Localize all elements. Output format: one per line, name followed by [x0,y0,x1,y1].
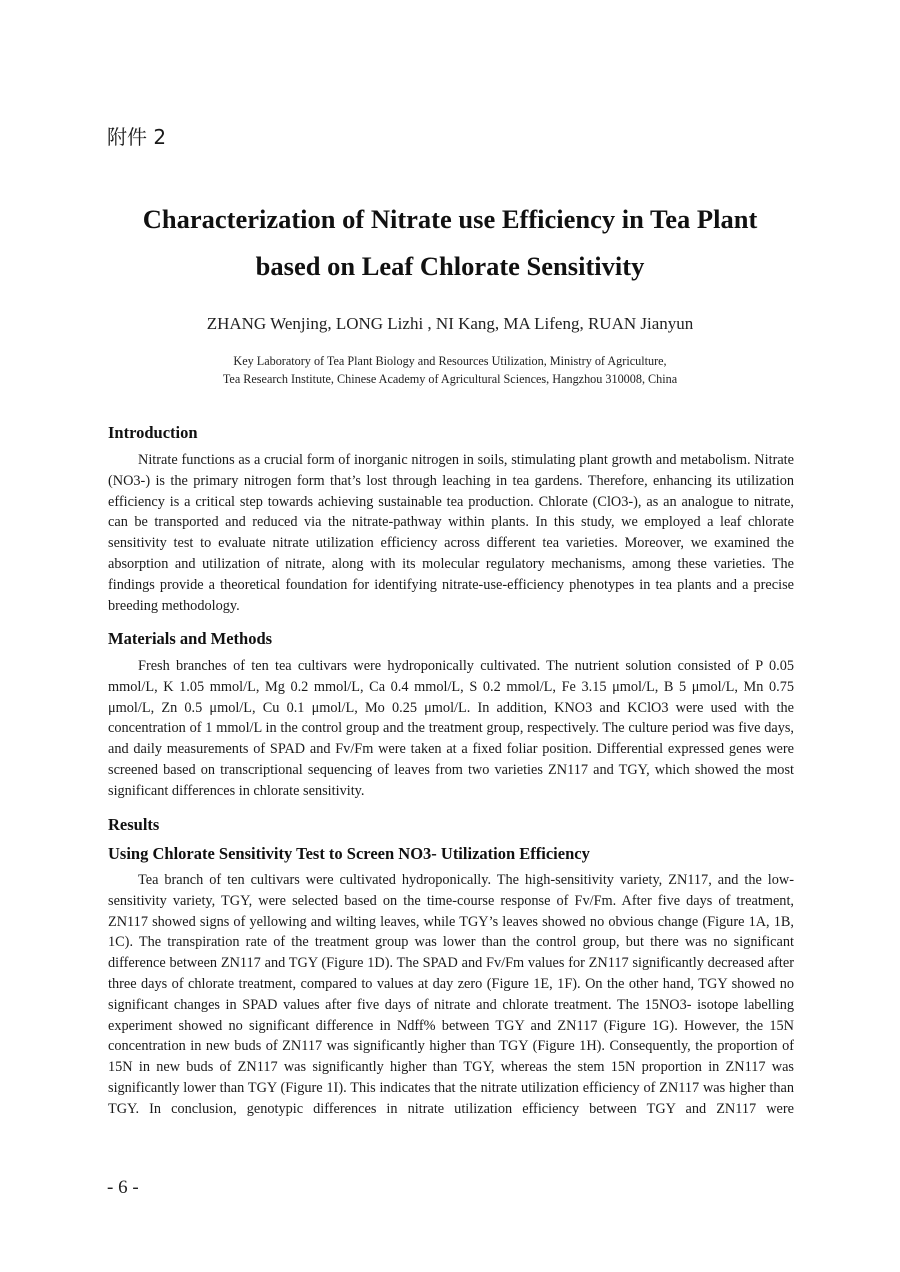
author-list: ZHANG Wenjing, LONG Lizhi , NI Kang, MA Lifeng, RUAN Jianyun [206,314,694,333]
section-paragraph: Tea branch of ten cultivars were cultivated hydroponically. The high-sensitivity variety, ZN117, and the low-sensitivity variety, TGY, were selected based on the time-course response of Fv/Fm. After five days of treatment, ZN117 showed signs of yellowing and wilting leaves, while TGY’s leaves showed no obvious change (Figure 1A, 1B, 1C). The transpiration rate of the treatment group was lower than the control group, but there was no significant difference between ZN117 and TGY (Figure 1D). The SPAD and Fv/Fm values for ZN117 significantly decreased after three days of chlorate treatment, compared to values at day zero (Figure 1E, 1F). On the other hand, TGY showed no significant changes in SPAD values after five days of nitrate and chlorate treatment. The 15NO3- isotope labelling experiment showed no significant difference in Ndff% between TGY and ZN117 (Figure 1G). However, the 15N concentration in new buds of ZN117 was significantly higher than TGY (Figure 1H). Consequently, the proportion of 15N in new buds of ZN117 was significantly higher than TGY, whereas the stem 15N proportion in ZN117 was significantly lower than TGY (Figure 1I). This indicates that the nitrate utilization efficiency of ZN117 was higher than TGY. In conclusion, genotypic differences in nitrate utilization efficiency between TGY and ZN117 were [108,872,794,1117]
page-number: - 6 - [107,1177,139,1198]
affiliation-line-2: Tea Research Institute, Chinese Academy of Agricultural Sciences, Hangzhou 310008, China [222,372,678,386]
title-line-2: based on Leaf Chlorate Sensitivity [255,251,645,281]
section-results [108,815,794,1120]
section-heading: Introduction [108,423,198,442]
affiliation-line-1: Key Laboratory of Tea Plant Biology and Resources Utilization, Ministry of Agriculture, [233,354,667,368]
section-methods [108,629,794,802]
section-introduction [108,423,794,616]
attachment-label: 附件 2 [107,125,167,149]
title-line-1: Characterization of Nitrate use Efficiency in Tea Plant [142,204,758,234]
section-heading: Results [108,815,160,834]
paper-title [100,196,800,290]
affiliation [100,352,800,388]
section-heading: Materials and Methods [108,629,273,648]
section-paragraph: Nitrate functions as a crucial form of inorganic nitrogen in soils, stimulating plant growth and metabolism. Nitrate (NO3-) is the primary nitrogen form that’s lost through leaching in tea gardens. Therefore, enhancing its utilization efficiency is a critical step towards achieving sustainable tea production. Chlorate (ClO3-), as an analogue to nitrate, can be transported and reduced via the nitrate-pathway within plants. In this study, we employed a leaf chlorate sensitivity test to evaluate nitrate utilization efficiency across different tea varieties. Moreover, we examined the absorption and utilization of nitrate, along with its molecular regulatory mechanisms, among these varieties. The findings provide a theoretical foundation for identifying nitrate-use-efficiency phenotypes in tea plants and a precise breeding methodology. [108,452,794,614]
section-subheading: Using Chlorate Sensitivity Test to Screen NO3- Utilization Efficiency [108,844,590,863]
section-paragraph: Fresh branches of ten tea cultivars were hydroponically cultivated. The nutrient solution consisted of P 0.05 mmol/L, K 1.05 mmol/L, Mg 0.2 mmol/L, Ca 0.4 mmol/L, S 0.2 mmol/L, Fe 3.15 μmol/L, B 5 μmol/L, Mn 0.75 μmol/L, Zn 0.5 μmol/L, Cu 0.1 μmol/L, Mo 0.25 μmol/L. In addition, KNO3 and KClO3 were used with the concentration of 1 mmol/L in the control group and the treatment group, respectively. The culture period was five days, and daily measurements of SPAD and Fv/Fm were taken at a fixed foliar position. Differential expressed genes were screened based on transcriptional sequencing of leaves from two varieties ZN117 and TGY, which showed the most significant differences in chlorate sensitivity. [108,658,794,799]
